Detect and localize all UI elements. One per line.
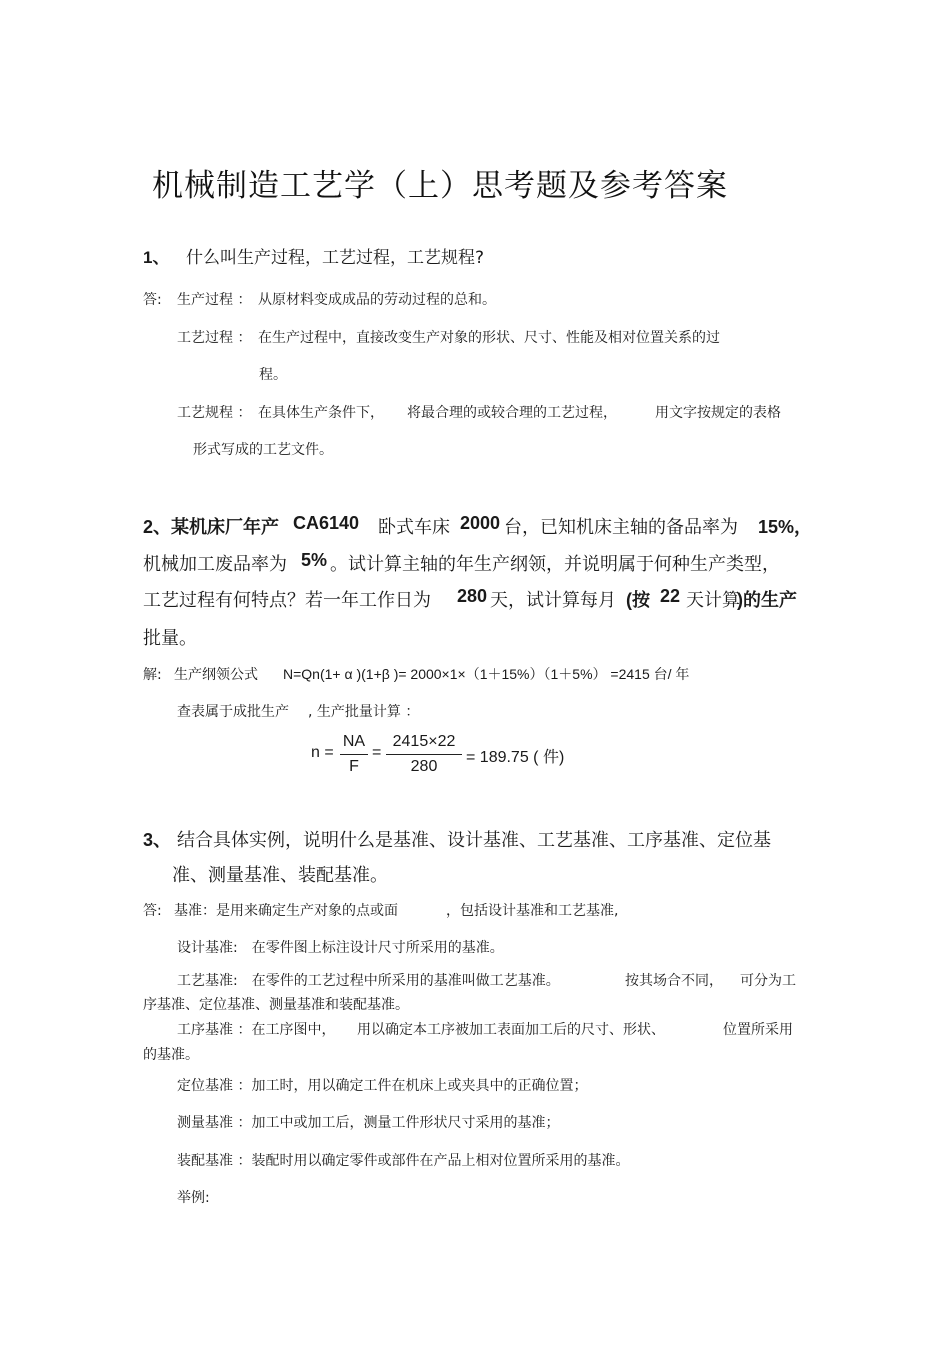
q2-line3-a: 工艺过程有何特点？若一年工作日为 xyxy=(143,590,431,611)
eq-rhs: = 189.75 ( 件) xyxy=(466,749,565,766)
q3-number: 3、 xyxy=(143,830,172,850)
q2-line2-c: 。试计算主轴的年生产纲领，并说明属于何种生产类型， xyxy=(330,554,780,575)
q1-def-process: 在生产过程中，直接改变生产对象的形状、尺寸、性能及相对位置关系的过 xyxy=(258,330,720,346)
q3-process-datum-cont: 序基准、定位基准、测量基准和装配基准。 xyxy=(143,997,409,1013)
eq-numerator-2: 2415×22 xyxy=(392,733,456,750)
eq-fraction-bar-1 xyxy=(340,754,368,755)
eq-denominator-1: F xyxy=(349,758,359,775)
q2-scrap-rate: 5% xyxy=(301,550,328,570)
q3-process-datum-a: 工艺基准: 在零件的工艺过程中所采用的基准叫做工艺基准。 xyxy=(177,973,560,989)
q3-process-datum-c: 可分为工 xyxy=(740,973,796,989)
q3-process-datum-b: 按其场合不同， xyxy=(625,973,723,989)
q1-def-procedure-b: 将最合理的或较合理的工艺过程， xyxy=(407,405,617,421)
q2-lathe: 卧式车床 xyxy=(378,517,450,538)
eq-denominator-2: 280 xyxy=(410,758,438,775)
q1-def-procedure-a: 在具体生产条件下， xyxy=(258,405,384,421)
q2-formula: N=Qn(1+ α )(1+β )= 2000×1×（1＋15%）（1＋5%） =2415 台/ 年 xyxy=(283,666,690,682)
q2-lookup-a: 查表属于成批生产 xyxy=(177,704,289,720)
q1-number: 1、 xyxy=(143,248,170,267)
eq-lhs: n = xyxy=(311,744,334,761)
q2-solution-prefix: 解: xyxy=(143,667,162,683)
q1-def-procedure-c: 用文字按规定的表格 xyxy=(655,405,781,421)
q1-def-production: 从原材料变成成品的劳动过程的总和。 xyxy=(258,292,496,308)
q2-paren-open: (按 xyxy=(626,590,650,610)
q1-term-production: 生产过程 ： xyxy=(177,292,252,308)
q2-line3-g xyxy=(737,586,797,612)
q3-design-datum: 设计基准: 在零件图上标注设计尺寸所采用的基准。 xyxy=(177,940,504,956)
eq-fraction-bar-2 xyxy=(386,754,462,755)
q2-line4: 批量。 xyxy=(143,628,197,649)
q1-term-procedure: 工艺规程 ： xyxy=(177,405,252,421)
q3-operation-datum-a: 工序基准 ：在工序图中， xyxy=(177,1022,336,1038)
q2-lookup-b: , 生产批量计算 ： xyxy=(308,704,420,720)
q1-question: 什么叫生产过程，工艺过程，工艺规程? xyxy=(186,248,485,268)
page-title: 机械制造工艺学（上）思考题及参考答案 xyxy=(152,168,728,204)
eq-numerator-1: NA xyxy=(342,733,366,750)
q3-locating-datum: 定位基准 ：加工时，用以确定工件在机床上或夹具中的正确位置； xyxy=(177,1078,588,1094)
q2-workdays: 280 xyxy=(457,586,488,606)
q3-answer-b: ，包括设计基准和工艺基准, xyxy=(446,903,619,919)
q3-operation-datum-cont: 的基准。 xyxy=(143,1047,199,1063)
q3-answer-a: 基准：是用来确定生产对象的点或面 xyxy=(174,903,398,919)
q2-solution-label: 生产纲领公式 xyxy=(174,667,258,683)
q3-question-2: 准、测量基准、装配基准。 xyxy=(172,865,388,886)
q1-answer-prefix: 答: xyxy=(143,292,162,308)
q3-operation-datum-c: 位置所采用 xyxy=(723,1022,793,1038)
eq-mid: = xyxy=(372,744,382,761)
q2-spare-rate: 15%， xyxy=(758,517,813,537)
q3-question-1: 结合具体实例，说明什么是基准、设计基准、工艺基准、工序基准、定位基 xyxy=(177,830,771,851)
q3-answer-prefix: 答: xyxy=(143,903,162,919)
q3-example-label: 举例: xyxy=(177,1190,210,1206)
q2-line1-e: 台，已知机床主轴的备品率为 xyxy=(504,517,738,538)
q2-line1-a xyxy=(143,513,279,539)
q2-line3-f: 天计算 xyxy=(686,590,740,611)
q3-operation-datum-b: 用以确定本工序被加工表面加工后的尺寸、形状、 xyxy=(357,1022,665,1038)
q2-line3-g-text: )的生产 xyxy=(737,590,797,610)
q2-number-part: 2、某机床厂年产 xyxy=(143,517,280,537)
q1-term-process: 工艺过程 ： xyxy=(177,330,252,346)
q2-line2-a: 机械加工废品率为 xyxy=(143,554,287,575)
q1-def-process-cont: 程。 xyxy=(259,367,287,383)
q2-quantity: 2000 xyxy=(460,513,501,533)
q3-assembly-datum: 装配基准 ：装配时用以确定零件或部件在产品上相对位置所采用的基准。 xyxy=(177,1153,630,1169)
q3-measuring-datum: 测量基准 ：加工中或加工后，测量工件形状尺寸采用的基准； xyxy=(177,1115,560,1131)
q2-model: CA6140 xyxy=(293,513,360,533)
q1-def-procedure-cont: 形式写成的工艺文件。 xyxy=(193,442,333,458)
q2-line3-c: 天，试计算每月 xyxy=(490,590,616,611)
q2-days-per-month: 22 xyxy=(660,586,681,606)
